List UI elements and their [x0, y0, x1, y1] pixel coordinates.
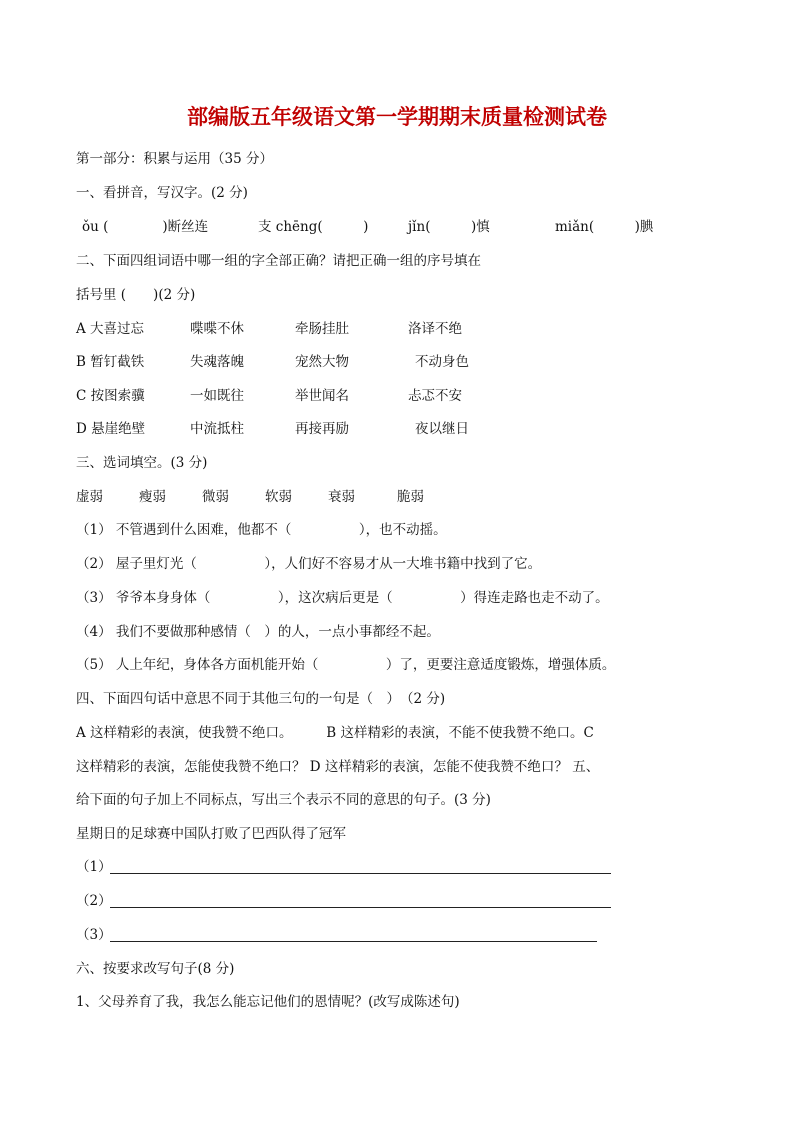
q3-word-6: 脆弱: [397, 489, 424, 505]
q3-heading: 三、选词填空。(3 分): [76, 455, 208, 471]
q1-item-3: jǐn( )慎: [408, 219, 490, 235]
q1-heading: 一、看拼音，写汉字。(2 分): [76, 185, 248, 201]
blank-label-2: （2）: [76, 893, 112, 909]
q2-option-c-3: 举世闻名: [295, 388, 349, 404]
q2-option-a-4: 洛译不绝: [408, 321, 462, 337]
q2-option-d-4: 夜以继日: [415, 421, 469, 437]
q1-item-2: 支 chēng( ): [258, 219, 369, 235]
blank-label-3: （3）: [76, 927, 112, 943]
q1-item-4: miǎn( )腆: [555, 219, 654, 235]
answer-line-2: [110, 907, 611, 908]
q4-line-1: A 这样精彩的表演，使我赞不绝口。 B 这样精彩的表演，不能不使我赞不绝口。C: [76, 725, 594, 741]
q3-word-3: 微弱: [202, 489, 229, 505]
q2-option-d-1: D 悬崖绝壁: [76, 421, 146, 437]
q5-heading: 给下面的句子加上不同标点，写出三个表示不同的意思的句子。(3 分): [76, 792, 491, 808]
q2-option-b-3: 宠然大物: [295, 354, 349, 370]
q3-item-3: （3） 爷爷本身身体（ ），这次病后更是（ ）得连走路也走不动了。: [76, 590, 609, 606]
q1-item-1: ǒu ( )断丝连: [82, 219, 209, 235]
q3-item-5: （5） 人上年纪，身体各方面机能开始（ ）了，更要注意适度锻炼，增强体质。: [76, 657, 616, 673]
q6-heading: 六、按要求改写句子(8 分): [76, 961, 235, 977]
q2-option-a-2: 喋喋不休: [190, 321, 244, 337]
part1-heading: 第一部分：积累与运用（35 分）: [76, 151, 273, 167]
q3-word-1: 虚弱: [76, 489, 103, 505]
answer-line-3: [110, 941, 597, 942]
q3-word-5: 衰弱: [328, 489, 355, 505]
exam-title: 部编版五年级语文第一学期期末质量检测试卷: [187, 104, 607, 129]
q2-heading-2: 括号里 ( )(2 分): [76, 287, 196, 303]
q2-option-b-2: 失魂落魄: [190, 354, 244, 370]
q2-option-a-1: A 大喜过忘: [76, 321, 145, 337]
q2-option-d-3: 再接再励: [295, 421, 349, 437]
q3-item-4: （4） 我们不要做那种感情（ ）的人，一点小事都经不起。: [76, 624, 440, 640]
q3-item-1: （1） 不管遇到什么困难，他都不（ ），也不动摇。: [76, 522, 447, 538]
q2-option-c-1: C 按图索骥: [76, 388, 145, 404]
answer-line-1: [110, 873, 611, 874]
q2-heading: 二、下面四组词语中哪一组的字全部正确？请把正确一组的序号填在: [76, 253, 481, 269]
q2-option-a-3: 牵肠挂肚: [295, 321, 349, 337]
q3-word-4: 软弱: [265, 489, 292, 505]
q6-item-1: 1、父母养育了我，我怎么能忘记他们的恩情呢？(改写成陈述句): [76, 994, 460, 1010]
q5-sentence: 星期日的足球赛中国队打败了巴西队得了冠军: [76, 826, 346, 842]
q2-option-c-2: 一如既往: [190, 388, 244, 404]
q3-word-2: 瘦弱: [139, 489, 166, 505]
q2-option-d-2: 中流抵柱: [190, 421, 244, 437]
q2-option-b-4: 不动身色: [415, 354, 469, 370]
blank-label-1: （1）: [76, 859, 112, 875]
q2-option-c-4: 忐忑不安: [408, 388, 462, 404]
q4-heading: 四、下面四句话中意思不同于其他三句的一句是（ ） （2 分): [76, 691, 446, 707]
q3-item-2: （2） 屋子里灯光（ ），人们好不容易才从一大堆书籍中找到了它。: [76, 556, 542, 572]
q4-line-2: 这样精彩的表演，怎能使我赞不绝口？ D 这样精彩的表演，怎能不使我赞不绝口？ 五、: [76, 759, 600, 775]
q2-option-b-1: B 暂钉截铁: [76, 354, 145, 370]
